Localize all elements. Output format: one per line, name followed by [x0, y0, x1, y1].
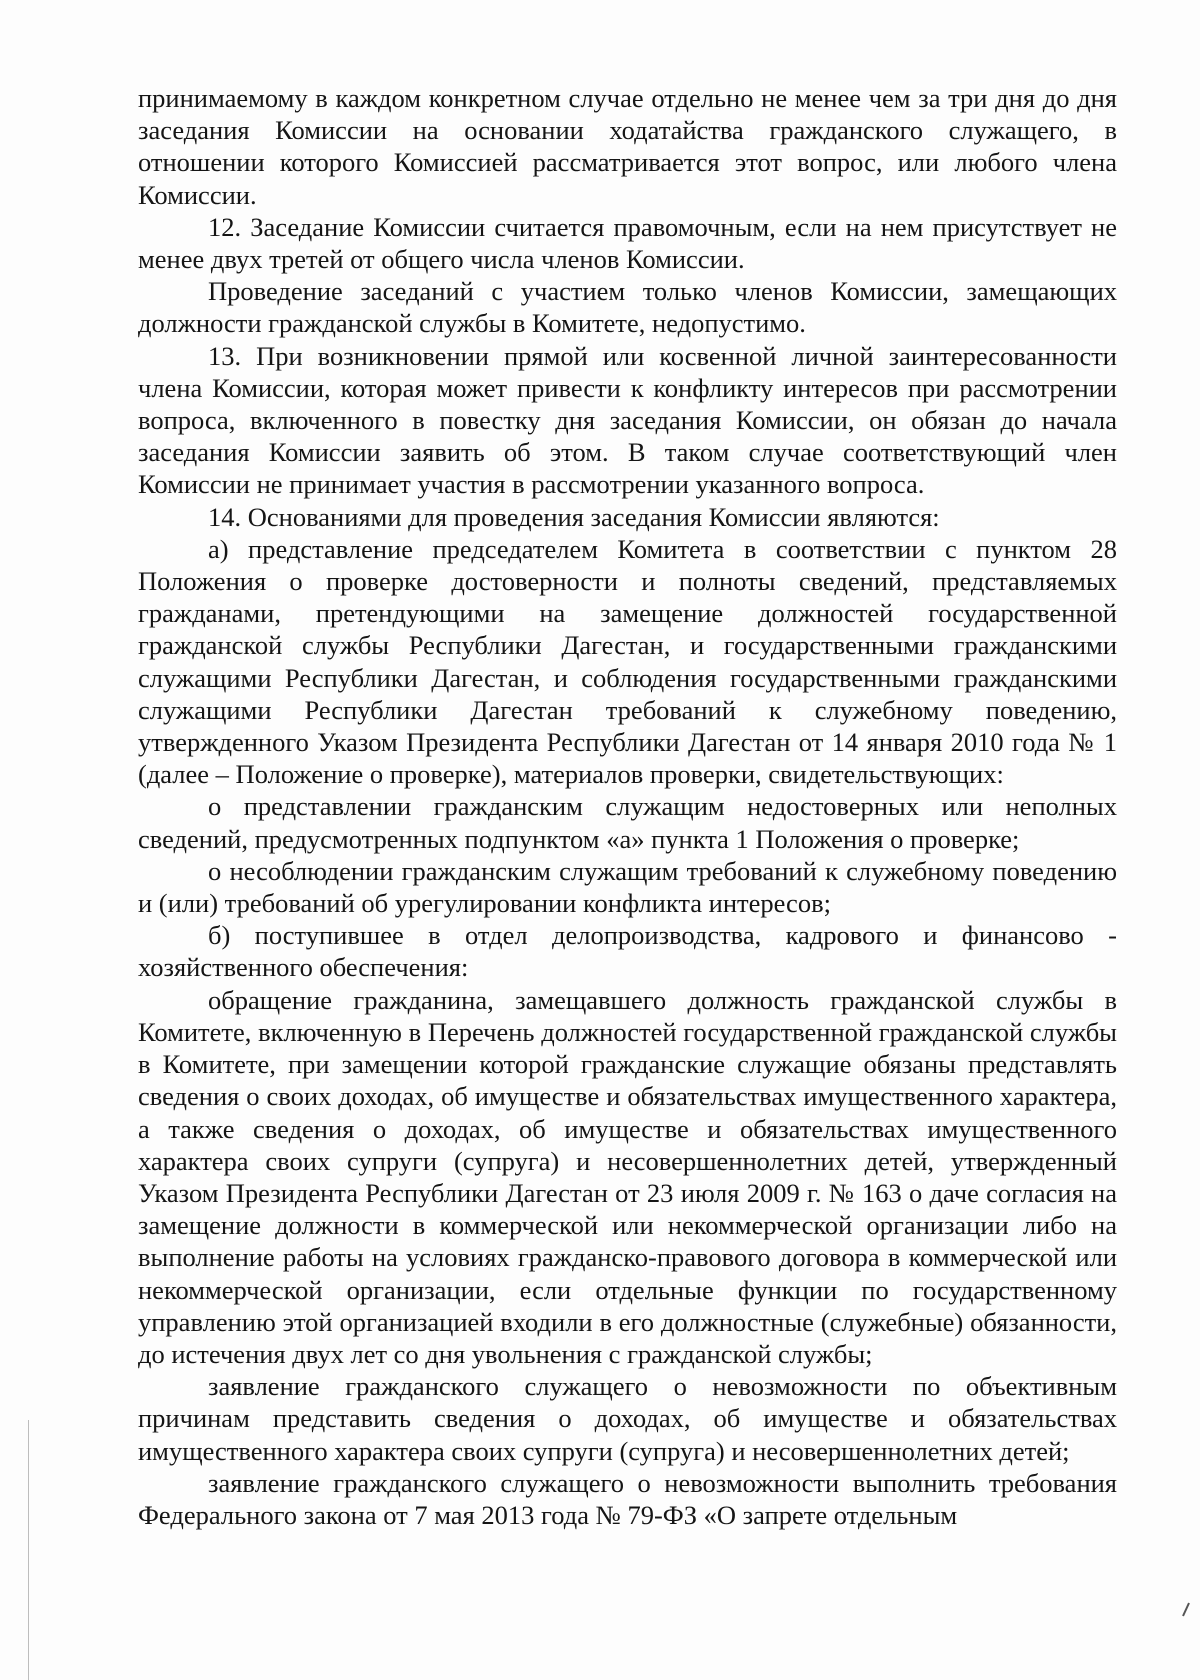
paragraph-non-compliance: о несоблюдении гражданским служащим требований к служебному поведению и (или) требований об урегулировании конфликта интересов;	[138, 855, 1117, 919]
paragraph-continuation: принимаемому в каждом конкретном случае отдельно не менее чем за три дня до дня заседания Комиссии на основании ходатайства гражданского служащего, в отношении которого Комиссией рассматривается этот вопрос, или любого члена Комиссии.	[138, 83, 1117, 210]
paragraph-false-info: о представлении гражданским служащим недостоверных или неполных сведений, предусмотренных подпунктом «а» пункта 1 Положения о проверке;	[138, 791, 1117, 854]
scan-edge-mark	[1180, 1600, 1192, 1618]
paragraph-item-13: 13. При возникновении прямой или косвенной личной заинтересованности члена Комиссии, которая может привести к конфликту интересов при рассмотрении вопроса, включенного в повестку дня заседания Комиссии, он обязан до начала заседания Комиссии заявить об этом. В таком случае соответствующий член Комиссии не принимает участия в рассмотрении указанного вопроса.	[138, 340, 1117, 500]
paragraph-item-12: 12. Заседание Комиссии считается правомочным, если на нем присутствует не менее двух третей от общего числа членов Комиссии.	[138, 211, 1117, 275]
paragraph-item-14: 14. Основаниями для проведения заседания Комиссии являются:	[208, 501, 940, 532]
scan-margin-line	[28, 1420, 29, 1680]
paragraph-meetings-restriction: Проведение заседаний с участием только членов Комиссии, замещающих должности гражданской службы в Комитете, недопустимо.	[138, 276, 1117, 339]
paragraph-income-statement: заявление гражданского служащего о невозможности по объективным причинам представить сведения о доходах, об имуществе и обязательствах имущественного характера своих супруги (супруга) и несовершеннолетних детей;	[138, 1371, 1117, 1466]
document-body	[138, 82, 1117, 1531]
paragraph-subitem-a: а) представление председателем Комитета в соответствии с пунктом 28 Положения о проверке достоверности и полноты сведений, представляемых гражданами, претендующими на замещение должностей государственной гражданской службы Республики Дагестан, и государственными гражданскими служащими Республики Дагестан, и соблюдения государственными гражданскими служащими Республики Дагестан требований к служебному поведению, утвержденного Указом Президента Республики Дагестан от 14 января 2010 года № 1 (далее – Положение о проверке), материалов проверки, свидетельствующих:	[138, 533, 1117, 790]
paragraph-federal-law-statement: заявление гражданского служащего о невозможности выполнить требования Федерального закона от 7 мая 2013 года № 79-ФЗ «О запрете отдельным	[138, 1467, 1117, 1530]
paragraph-subitem-b: б) поступившее в отдел делопроизводства, кадрового и финансово - хозяйственного обеспечения:	[138, 920, 1117, 983]
paragraph-citizen-appeal: обращение гражданина, замещавшего должность гражданской службы в Комитете, включенную в Перечень должностей государственной гражданской службы в Комитете, при замещении которой гражданские служащие обязаны представлять сведения о своих доходах, об имуществе и обязательствах имущественного характера, а также сведения о доходах, об имуществе и обязательствах имущественного характера своих супруги (супруга) и несовершеннолетних детей, утвержденный Указом Президента Республики Дагестан от 23 июля 2009 г. № 163 о даче согласия на замещение должности в коммерческой или некоммерческой организации либо на выполнение работы на условиях гражданско-правового договора в коммерческой или некоммерческой организации, если отдельные функции по государственному управлению этой организацией входили в его должностные (служебные) обязанности, до истечения двух лет со дня увольнения с гражданской службы;	[138, 984, 1117, 1369]
